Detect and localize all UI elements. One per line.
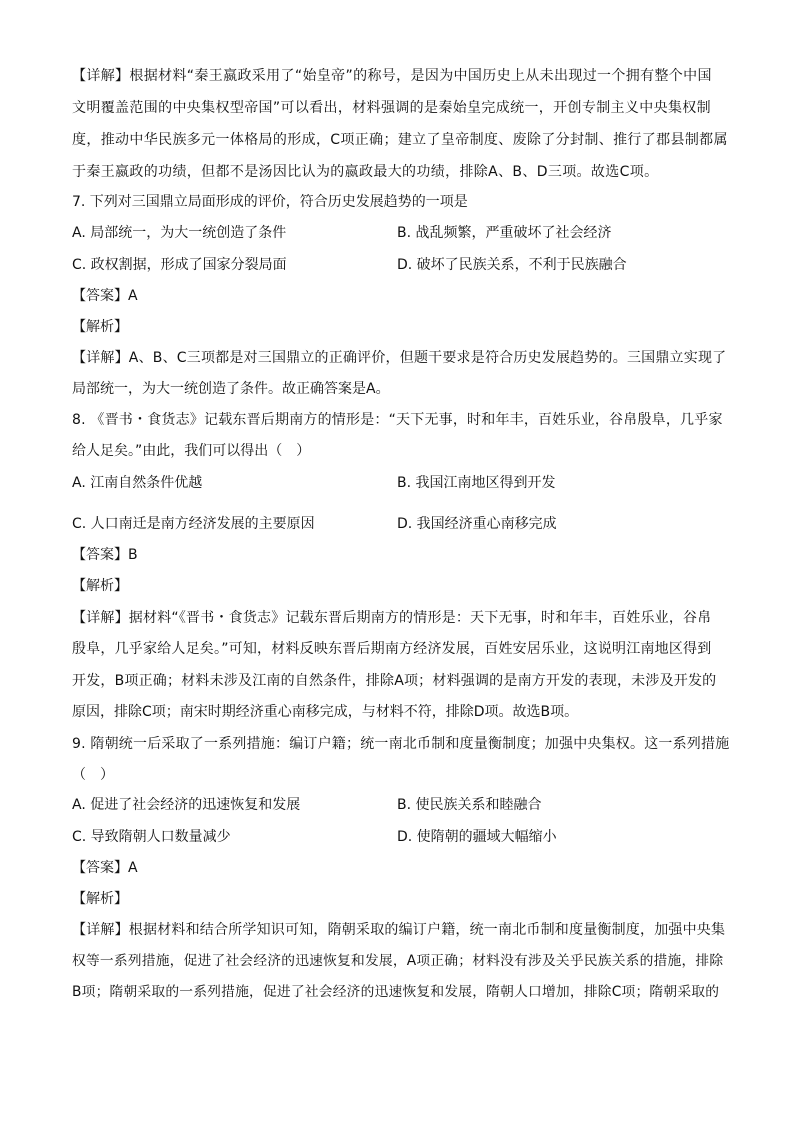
q9-option-b: B. 使民族关系和睦融合 (397, 797, 542, 813)
q8-detail-line: 原因，排除C项；南宋时期经济重心南移完成，与材料不符，排除D项。故选B项。 (72, 704, 579, 720)
q8-option-d: D. 我国经济重心南移完成 (397, 516, 557, 532)
q9-stem-line: （ ） (72, 767, 114, 783)
q9-detail-line: 权等一系列措施，促进了社会经济的迅速恢复和发展，A项正确；材料没有涉及关乎民族关系的措施，排除 (72, 953, 724, 969)
q7-analysis-heading: 【解析】 (72, 319, 128, 335)
q8-detail-line: 【详解】据材料“《晋书・食货志》记载东晋后期南方的情形是：天下无事，时和年丰，百姓乐业，谷帛 (72, 610, 712, 626)
q8-detail-line: 殷阜，几乎家给人足矣。”可知，材料反映东晋后期南方经济发展，百姓安居乐业，这说明江南地区得到 (72, 641, 712, 657)
q9-detail-line: 【详解】根据材料和结合所学知识可知，隋朝采取的编订户籍，统一南北币制和度量衡制度，加强中央集 (72, 922, 726, 938)
q7-detail-line: 【详解】A、B、C三项都是对三国鼎立的正确评价，但题干要求是符合历史发展趋势的。三国鼎立实现了 (72, 350, 727, 366)
q6-detail-line: 【详解】根据材料“秦王嬴政采用了“始皇帝”的称号，是因为中国历史上从未出现过一个拥有整个中国 (72, 68, 712, 84)
q7-option-b: B. 战乱频繁，严重破坏了社会经济 (397, 225, 612, 241)
q9-option-a: A. 促进了社会经济的迅速恢复和发展 (72, 797, 301, 813)
q9-analysis-heading: 【解析】 (72, 891, 128, 907)
q8-option-a: A. 江南自然条件优越 (72, 475, 203, 491)
q9-stem-line: 9. 隋朝统一后采取了一系列措施：编订户籍；统一南北币制和度量衡制度；加强中央集权。这一系列措施 (72, 736, 730, 752)
q7-stem: 7. 下列对三国鼎立局面形成的评价，符合历史发展趋势的一项是 (72, 194, 468, 210)
q9-detail-line: B项；隋朝采取的一系列措施，促进了社会经济的迅速恢复和发展，隋朝人口增加，排除C项；隋朝采取的 (72, 984, 720, 1000)
q8-detail-line: 开发，B项正确；材料未涉及江南的自然条件，排除A项；材料强调的是南方开发的表现，未涉及开发的 (72, 673, 717, 689)
q7-detail-line: 局部统一，为大一统创造了条件。故正确答案是A。 (72, 381, 390, 397)
q8-stem-line: 8. 《晋书・食货志》记载东晋后期南方的情形是：“天下无事，时和年丰，百姓乐业，谷帛殷阜，几乎家 (72, 412, 723, 428)
q9-answer: 【答案】A (72, 860, 138, 876)
q7-option-d: D. 破坏了民族关系，不利于民族融合 (397, 257, 627, 273)
q7-option-c: C. 政权割据，形成了国家分裂局面 (72, 257, 287, 273)
q7-option-a: A. 局部统一，为大一统创造了条件 (72, 225, 287, 241)
q9-option-c: C. 导致隋朝人口数量减少 (72, 829, 231, 845)
q8-stem-line: 给人足矣。”由此，我们可以得出（ ） (72, 443, 311, 459)
q6-detail-line: 度，推动中华民族多元一体格局的形成，C项正确；建立了皇帝制度、废除了分封制、推行了郡县制都属 (72, 132, 728, 148)
q8-analysis-heading: 【解析】 (72, 578, 128, 594)
q8-option-c: C. 人口南迁是南方经济发展的主要原因 (72, 516, 315, 532)
q6-detail-line: 于秦王嬴政的功绩，但都不是汤因比认为的嬴政最大的功绩，排除A、B、D三项。故选C项。 (72, 164, 659, 180)
q6-detail-line: 文明覆盖范围的中央集权型帝国”可以看出，材料强调的是秦始皇完成统一，开创专制主义中央集权制 (72, 100, 711, 116)
q9-option-d: D. 使隋朝的疆域大幅缩小 (397, 829, 557, 845)
q8-answer: 【答案】B (72, 547, 138, 563)
q8-option-b: B. 我国江南地区得到开发 (397, 475, 556, 491)
q7-answer: 【答案】A (72, 288, 138, 304)
